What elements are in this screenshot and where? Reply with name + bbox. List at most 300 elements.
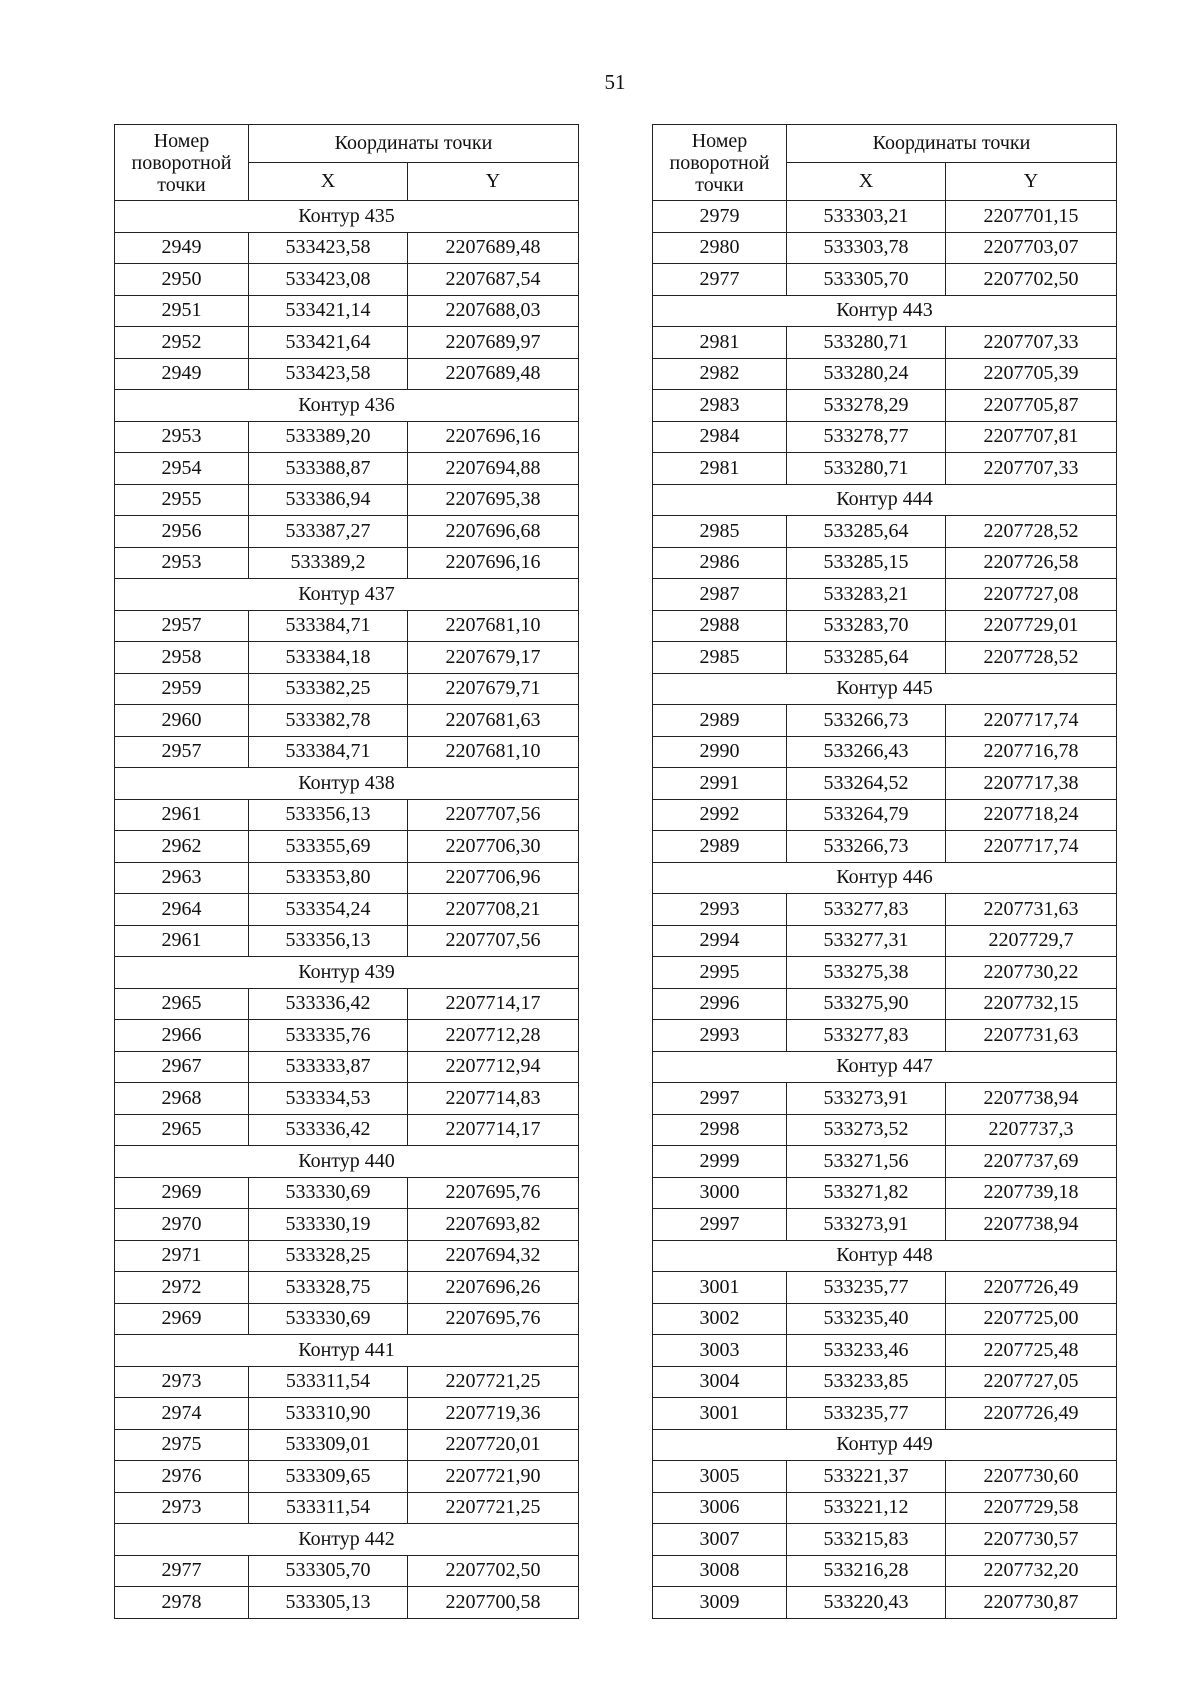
table-row xyxy=(115,1083,579,1115)
point-number-cell: 2951 xyxy=(115,295,249,327)
point-number-cell: 3006 xyxy=(653,1492,787,1524)
point-number-cell: 2967 xyxy=(115,1051,249,1083)
table-row xyxy=(115,862,579,894)
header-point-number xyxy=(653,125,787,201)
contour-row xyxy=(653,1051,1117,1083)
table-row xyxy=(115,1114,579,1146)
point-number-cell: 3001 xyxy=(653,1398,787,1430)
x-coordinate-cell: 533384,71 xyxy=(249,610,408,642)
y-coordinate-cell: 2207681,10 xyxy=(408,610,579,642)
y-coordinate-cell: 2207725,48 xyxy=(946,1335,1117,1367)
contour-row xyxy=(653,1240,1117,1272)
point-number-cell: 2997 xyxy=(653,1083,787,1115)
x-coordinate-cell: 533336,42 xyxy=(249,988,408,1020)
y-coordinate-cell: 2207706,96 xyxy=(408,862,579,894)
contour-row xyxy=(115,201,579,233)
table-row xyxy=(653,327,1117,359)
table-row xyxy=(115,358,579,390)
point-number-cell: 2966 xyxy=(115,1020,249,1052)
point-number-cell: 2986 xyxy=(653,547,787,579)
point-number-cell: 2979 xyxy=(653,201,787,233)
contour-label: Контур 449 xyxy=(653,1429,1117,1461)
point-number-cell: 2956 xyxy=(115,516,249,548)
coordinates-table-left xyxy=(114,124,579,1619)
y-coordinate-cell: 2207737,3 xyxy=(946,1114,1117,1146)
table-row xyxy=(653,1492,1117,1524)
y-coordinate-cell: 2207694,32 xyxy=(408,1240,579,1272)
point-number-cell: 2953 xyxy=(115,421,249,453)
x-coordinate-cell: 533356,13 xyxy=(249,925,408,957)
table-row xyxy=(115,1587,579,1619)
point-number-cell: 2954 xyxy=(115,453,249,485)
table-row xyxy=(653,1083,1117,1115)
point-number-cell: 2988 xyxy=(653,610,787,642)
x-coordinate-cell: 533266,73 xyxy=(787,831,946,863)
x-coordinate-cell: 533264,79 xyxy=(787,799,946,831)
x-coordinate-cell: 533386,94 xyxy=(249,484,408,516)
header-number-line: Номер xyxy=(691,129,748,152)
y-coordinate-cell: 2207679,17 xyxy=(408,642,579,674)
point-number-cell: 2981 xyxy=(653,453,787,485)
x-coordinate-cell: 533233,46 xyxy=(787,1335,946,1367)
x-coordinate-cell: 533271,56 xyxy=(787,1146,946,1178)
point-number-cell: 2989 xyxy=(653,705,787,737)
contour-row xyxy=(115,957,579,989)
table-row xyxy=(653,768,1117,800)
table-row xyxy=(115,232,579,264)
x-coordinate-cell: 533220,43 xyxy=(787,1587,946,1619)
table-row xyxy=(653,831,1117,863)
y-coordinate-cell: 2207687,54 xyxy=(408,264,579,296)
y-coordinate-cell: 2207719,36 xyxy=(408,1398,579,1430)
y-coordinate-cell: 2207714,83 xyxy=(408,1083,579,1115)
point-number-cell: 2949 xyxy=(115,232,249,264)
x-coordinate-cell: 533384,71 xyxy=(249,736,408,768)
point-number-cell: 2950 xyxy=(115,264,249,296)
table-row xyxy=(115,642,579,674)
point-number-cell: 2990 xyxy=(653,736,787,768)
header-point-number xyxy=(115,125,249,201)
y-coordinate-cell: 2207707,33 xyxy=(946,453,1117,485)
y-coordinate-cell: 2207702,50 xyxy=(408,1555,579,1587)
point-number-cell: 2998 xyxy=(653,1114,787,1146)
table-row xyxy=(115,421,579,453)
point-number-cell: 2969 xyxy=(115,1177,249,1209)
y-coordinate-cell: 2207721,90 xyxy=(408,1461,579,1493)
table-row xyxy=(115,894,579,926)
contour-row xyxy=(115,579,579,611)
point-number-cell: 2971 xyxy=(115,1240,249,1272)
y-coordinate-cell: 2207731,63 xyxy=(946,1020,1117,1052)
x-coordinate-cell: 533285,15 xyxy=(787,547,946,579)
x-coordinate-cell: 533388,87 xyxy=(249,453,408,485)
x-coordinate-cell: 533382,25 xyxy=(249,673,408,705)
point-number-cell: 2975 xyxy=(115,1429,249,1461)
x-coordinate-cell: 533330,69 xyxy=(249,1177,408,1209)
x-coordinate-cell: 533330,19 xyxy=(249,1209,408,1241)
x-coordinate-cell: 533275,90 xyxy=(787,988,946,1020)
table-row xyxy=(653,1398,1117,1430)
contour-label: Контур 436 xyxy=(115,390,579,422)
header-number-line: точки xyxy=(157,173,206,196)
y-coordinate-cell: 2207679,71 xyxy=(408,673,579,705)
x-coordinate-cell: 533311,54 xyxy=(249,1366,408,1398)
x-coordinate-cell: 533423,58 xyxy=(249,232,408,264)
table-row xyxy=(653,1335,1117,1367)
y-coordinate-cell: 2207738,94 xyxy=(946,1083,1117,1115)
table-row xyxy=(653,201,1117,233)
table-row xyxy=(653,988,1117,1020)
table-row xyxy=(115,1492,579,1524)
header-number-line: поворотной xyxy=(131,151,232,174)
y-coordinate-cell: 2207718,24 xyxy=(946,799,1117,831)
x-coordinate-cell: 533305,70 xyxy=(249,1555,408,1587)
x-coordinate-cell: 533305,70 xyxy=(787,264,946,296)
y-coordinate-cell: 2207689,48 xyxy=(408,358,579,390)
table-body-left xyxy=(115,201,579,1619)
table-row xyxy=(653,547,1117,579)
y-coordinate-cell: 2207717,38 xyxy=(946,768,1117,800)
x-coordinate-cell: 533266,73 xyxy=(787,705,946,737)
table-row xyxy=(115,1209,579,1241)
table-row xyxy=(115,516,579,548)
y-coordinate-cell: 2207726,49 xyxy=(946,1272,1117,1304)
table-row xyxy=(115,484,579,516)
x-coordinate-cell: 533303,78 xyxy=(787,232,946,264)
page-number: 51 xyxy=(604,70,626,94)
point-number-cell: 3003 xyxy=(653,1335,787,1367)
point-number-cell: 2976 xyxy=(115,1461,249,1493)
point-number-cell: 2965 xyxy=(115,988,249,1020)
header-coordinates: Координаты точки xyxy=(249,125,579,163)
header-y: Y xyxy=(946,163,1117,201)
table-row xyxy=(115,673,579,705)
table-row xyxy=(653,421,1117,453)
x-coordinate-cell: 533303,21 xyxy=(787,201,946,233)
table-row xyxy=(115,327,579,359)
table-row xyxy=(653,705,1117,737)
x-coordinate-cell: 533336,42 xyxy=(249,1114,408,1146)
contour-row xyxy=(115,1146,579,1178)
point-number-cell: 2980 xyxy=(653,232,787,264)
x-coordinate-cell: 533382,78 xyxy=(249,705,408,737)
point-number-cell: 2993 xyxy=(653,894,787,926)
table-row xyxy=(653,453,1117,485)
x-coordinate-cell: 533305,13 xyxy=(249,1587,408,1619)
point-number-cell: 2962 xyxy=(115,831,249,863)
table-row xyxy=(115,547,579,579)
contour-label: Контур 443 xyxy=(653,295,1117,327)
x-coordinate-cell: 533275,38 xyxy=(787,957,946,989)
contour-label: Контур 448 xyxy=(653,1240,1117,1272)
table-row xyxy=(653,1587,1117,1619)
y-coordinate-cell: 2207730,87 xyxy=(946,1587,1117,1619)
point-number-cell: 2992 xyxy=(653,799,787,831)
contour-row xyxy=(653,484,1117,516)
table-row xyxy=(653,957,1117,989)
point-number-cell: 2989 xyxy=(653,831,787,863)
y-coordinate-cell: 2207696,26 xyxy=(408,1272,579,1304)
x-coordinate-cell: 533330,69 xyxy=(249,1303,408,1335)
x-coordinate-cell: 533271,82 xyxy=(787,1177,946,1209)
header-coordinates: Координаты точки xyxy=(787,125,1117,163)
table-row xyxy=(653,1524,1117,1556)
y-coordinate-cell: 2207727,08 xyxy=(946,579,1117,611)
table-row xyxy=(115,1398,579,1430)
point-number-cell: 2987 xyxy=(653,579,787,611)
point-number-cell: 2985 xyxy=(653,642,787,674)
y-coordinate-cell: 2207689,97 xyxy=(408,327,579,359)
table-row xyxy=(115,1429,579,1461)
x-coordinate-cell: 533333,87 xyxy=(249,1051,408,1083)
contour-row xyxy=(653,673,1117,705)
y-coordinate-cell: 2207717,74 xyxy=(946,831,1117,863)
y-coordinate-cell: 2207689,48 xyxy=(408,232,579,264)
point-number-cell: 2968 xyxy=(115,1083,249,1115)
point-number-cell: 2973 xyxy=(115,1492,249,1524)
table-row xyxy=(653,1555,1117,1587)
x-coordinate-cell: 533355,69 xyxy=(249,831,408,863)
point-number-cell: 2955 xyxy=(115,484,249,516)
y-coordinate-cell: 2207688,03 xyxy=(408,295,579,327)
x-coordinate-cell: 533283,70 xyxy=(787,610,946,642)
table-row xyxy=(115,736,579,768)
point-number-cell: 2999 xyxy=(653,1146,787,1178)
y-coordinate-cell: 2207705,87 xyxy=(946,390,1117,422)
y-coordinate-cell: 2207738,94 xyxy=(946,1209,1117,1241)
table-row xyxy=(115,295,579,327)
point-number-cell: 2991 xyxy=(653,768,787,800)
table-row xyxy=(115,1177,579,1209)
y-coordinate-cell: 2207730,22 xyxy=(946,957,1117,989)
point-number-cell: 2969 xyxy=(115,1303,249,1335)
y-coordinate-cell: 2207695,38 xyxy=(408,484,579,516)
contour-row xyxy=(653,862,1117,894)
y-coordinate-cell: 2207731,63 xyxy=(946,894,1117,926)
y-coordinate-cell: 2207707,33 xyxy=(946,327,1117,359)
header-number-line: Номер xyxy=(153,129,210,152)
point-number-cell: 3004 xyxy=(653,1366,787,1398)
contour-row xyxy=(115,1335,579,1367)
y-coordinate-cell: 2207720,01 xyxy=(408,1429,579,1461)
table-row xyxy=(653,925,1117,957)
y-coordinate-cell: 2207706,30 xyxy=(408,831,579,863)
point-number-cell: 2961 xyxy=(115,925,249,957)
x-coordinate-cell: 533356,13 xyxy=(249,799,408,831)
header-number-line: поворотной xyxy=(669,151,770,174)
point-number-cell: 3007 xyxy=(653,1524,787,1556)
table-row xyxy=(115,831,579,863)
point-number-cell: 2965 xyxy=(115,1114,249,1146)
y-coordinate-cell: 2207721,25 xyxy=(408,1366,579,1398)
y-coordinate-cell: 2207700,58 xyxy=(408,1587,579,1619)
y-coordinate-cell: 2207712,94 xyxy=(408,1051,579,1083)
y-coordinate-cell: 2207696,16 xyxy=(408,547,579,579)
y-coordinate-cell: 2207726,49 xyxy=(946,1398,1117,1430)
contour-label: Контур 437 xyxy=(115,579,579,611)
x-coordinate-cell: 533235,77 xyxy=(787,1272,946,1304)
coordinates-table-right xyxy=(652,124,1117,1619)
point-number-cell: 2994 xyxy=(653,925,787,957)
y-coordinate-cell: 2207714,17 xyxy=(408,988,579,1020)
contour-label: Контур 442 xyxy=(115,1524,579,1556)
point-number-cell: 2977 xyxy=(115,1555,249,1587)
x-coordinate-cell: 533354,24 xyxy=(249,894,408,926)
x-coordinate-cell: 533215,83 xyxy=(787,1524,946,1556)
y-coordinate-cell: 2207694,88 xyxy=(408,453,579,485)
table-row xyxy=(653,1272,1117,1304)
x-coordinate-cell: 533285,64 xyxy=(787,516,946,548)
table-row xyxy=(115,925,579,957)
x-coordinate-cell: 533278,77 xyxy=(787,421,946,453)
contour-label: Контур 447 xyxy=(653,1051,1117,1083)
table-row xyxy=(653,736,1117,768)
table-row xyxy=(653,610,1117,642)
contour-label: Контур 435 xyxy=(115,201,579,233)
x-coordinate-cell: 533280,24 xyxy=(787,358,946,390)
table-body-right xyxy=(653,201,1117,1619)
x-coordinate-cell: 533328,75 xyxy=(249,1272,408,1304)
y-coordinate-cell: 2207681,10 xyxy=(408,736,579,768)
x-coordinate-cell: 533311,54 xyxy=(249,1492,408,1524)
table-row xyxy=(653,1146,1117,1178)
contour-label: Контур 444 xyxy=(653,484,1117,516)
contour-row xyxy=(115,768,579,800)
x-coordinate-cell: 533283,21 xyxy=(787,579,946,611)
point-number-cell: 2960 xyxy=(115,705,249,737)
point-number-cell: 2949 xyxy=(115,358,249,390)
y-coordinate-cell: 2207732,20 xyxy=(946,1555,1117,1587)
x-coordinate-cell: 533277,83 xyxy=(787,894,946,926)
point-number-cell: 2974 xyxy=(115,1398,249,1430)
y-coordinate-cell: 2207725,00 xyxy=(946,1303,1117,1335)
table-row xyxy=(115,1555,579,1587)
table-row xyxy=(653,579,1117,611)
y-coordinate-cell: 2207707,56 xyxy=(408,925,579,957)
point-number-cell: 2973 xyxy=(115,1366,249,1398)
point-number-cell: 2961 xyxy=(115,799,249,831)
x-coordinate-cell: 533221,37 xyxy=(787,1461,946,1493)
y-coordinate-cell: 2207737,69 xyxy=(946,1146,1117,1178)
x-coordinate-cell: 533216,28 xyxy=(787,1555,946,1587)
y-coordinate-cell: 2207732,15 xyxy=(946,988,1117,1020)
x-coordinate-cell: 533235,40 xyxy=(787,1303,946,1335)
x-coordinate-cell: 533334,53 xyxy=(249,1083,408,1115)
y-coordinate-cell: 2207730,60 xyxy=(946,1461,1117,1493)
table-row xyxy=(653,516,1117,548)
table-row xyxy=(653,1020,1117,1052)
x-coordinate-cell: 533421,14 xyxy=(249,295,408,327)
table-row xyxy=(653,799,1117,831)
table-row xyxy=(653,232,1117,264)
x-coordinate-cell: 533387,27 xyxy=(249,516,408,548)
y-coordinate-cell: 2207721,25 xyxy=(408,1492,579,1524)
point-number-cell: 3008 xyxy=(653,1555,787,1587)
point-number-cell: 2996 xyxy=(653,988,787,1020)
contour-label: Контур 440 xyxy=(115,1146,579,1178)
point-number-cell: 2963 xyxy=(115,862,249,894)
table-row xyxy=(115,1303,579,1335)
x-coordinate-cell: 533273,91 xyxy=(787,1209,946,1241)
table-row xyxy=(115,1020,579,1052)
x-coordinate-cell: 533273,52 xyxy=(787,1114,946,1146)
y-coordinate-cell: 2207728,52 xyxy=(946,642,1117,674)
header-number-line: точки xyxy=(695,173,744,196)
point-number-cell: 2957 xyxy=(115,610,249,642)
point-number-cell: 2952 xyxy=(115,327,249,359)
point-number-cell: 3005 xyxy=(653,1461,787,1493)
point-number-cell: 3000 xyxy=(653,1177,787,1209)
y-coordinate-cell: 2207696,68 xyxy=(408,516,579,548)
x-coordinate-cell: 533277,83 xyxy=(787,1020,946,1052)
y-coordinate-cell: 2207695,76 xyxy=(408,1177,579,1209)
table-row xyxy=(653,358,1117,390)
point-number-cell: 2972 xyxy=(115,1272,249,1304)
x-coordinate-cell: 533277,31 xyxy=(787,925,946,957)
y-coordinate-cell: 2207681,63 xyxy=(408,705,579,737)
y-coordinate-cell: 2207703,07 xyxy=(946,232,1117,264)
x-coordinate-cell: 533280,71 xyxy=(787,327,946,359)
y-coordinate-cell: 2207727,05 xyxy=(946,1366,1117,1398)
y-coordinate-cell: 2207693,82 xyxy=(408,1209,579,1241)
y-coordinate-cell: 2207707,81 xyxy=(946,421,1117,453)
point-number-cell: 2959 xyxy=(115,673,249,705)
table-row xyxy=(115,1461,579,1493)
point-number-cell: 2997 xyxy=(653,1209,787,1241)
point-number-cell: 2985 xyxy=(653,516,787,548)
contour-label: Контур 445 xyxy=(653,673,1117,705)
point-number-cell: 2977 xyxy=(653,264,787,296)
point-number-cell: 2984 xyxy=(653,421,787,453)
x-coordinate-cell: 533389,20 xyxy=(249,421,408,453)
contour-label: Контур 439 xyxy=(115,957,579,989)
table-row xyxy=(115,705,579,737)
y-coordinate-cell: 2207730,57 xyxy=(946,1524,1117,1556)
x-coordinate-cell: 533233,85 xyxy=(787,1366,946,1398)
y-coordinate-cell: 2207695,76 xyxy=(408,1303,579,1335)
y-coordinate-cell: 2207717,74 xyxy=(946,705,1117,737)
contour-row xyxy=(115,1524,579,1556)
y-coordinate-cell: 2207696,16 xyxy=(408,421,579,453)
header-x: X xyxy=(249,163,408,201)
y-coordinate-cell: 2207701,15 xyxy=(946,201,1117,233)
table-row xyxy=(115,610,579,642)
point-number-cell: 2993 xyxy=(653,1020,787,1052)
point-number-cell: 2982 xyxy=(653,358,787,390)
x-coordinate-cell: 533280,71 xyxy=(787,453,946,485)
table-row xyxy=(115,264,579,296)
table-row xyxy=(115,1240,579,1272)
y-coordinate-cell: 2207729,01 xyxy=(946,610,1117,642)
x-coordinate-cell: 533389,2 xyxy=(249,547,408,579)
table-row xyxy=(115,1272,579,1304)
contour-row xyxy=(653,295,1117,327)
table-row xyxy=(653,1303,1117,1335)
x-coordinate-cell: 533353,80 xyxy=(249,862,408,894)
x-coordinate-cell: 533309,65 xyxy=(249,1461,408,1493)
x-coordinate-cell: 533423,58 xyxy=(249,358,408,390)
table-row xyxy=(115,453,579,485)
contour-label: Контур 438 xyxy=(115,768,579,800)
y-coordinate-cell: 2207714,17 xyxy=(408,1114,579,1146)
contour-label: Контур 446 xyxy=(653,862,1117,894)
point-number-cell: 2958 xyxy=(115,642,249,674)
table-row xyxy=(653,1461,1117,1493)
point-number-cell: 2978 xyxy=(115,1587,249,1619)
x-coordinate-cell: 533235,77 xyxy=(787,1398,946,1430)
x-coordinate-cell: 533328,25 xyxy=(249,1240,408,1272)
point-number-cell: 2995 xyxy=(653,957,787,989)
